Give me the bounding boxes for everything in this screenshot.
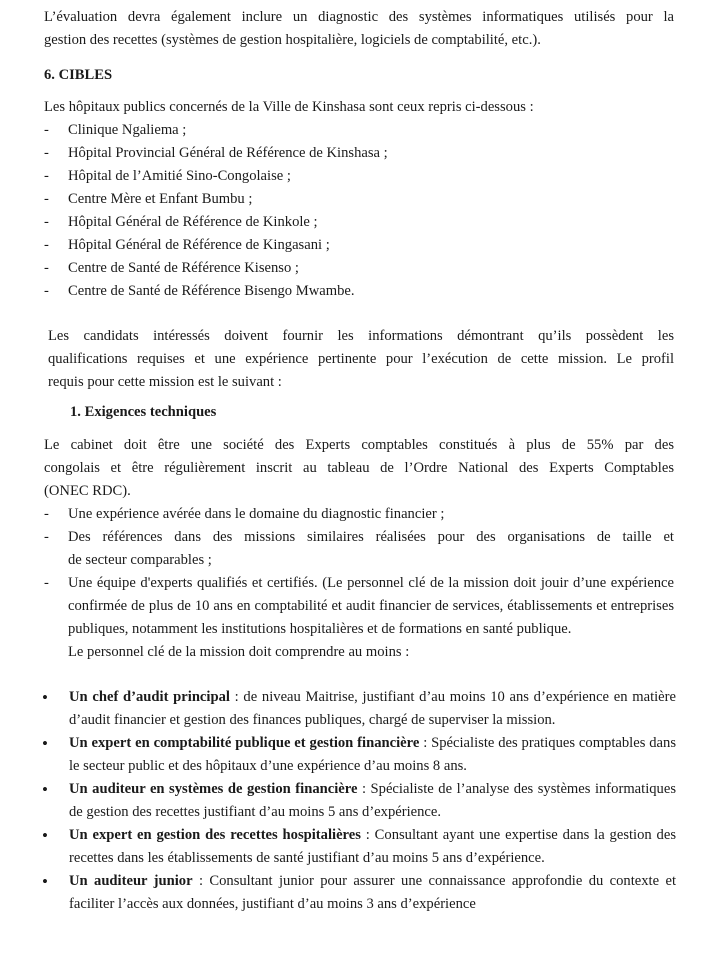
list-item	[42, 870, 676, 916]
candidates-paragraph	[48, 325, 674, 394]
list-item	[42, 686, 676, 732]
personnel-title: Un auditeur en systèmes de gestion financière	[69, 781, 358, 797]
personnel-text: : Consultant junior pour assurer une connaissance approfondie du contexte et faciliter l’accès aux données, justifiant d’au moins 3 ans d’expérience	[69, 873, 676, 912]
section-heading-cibles: 6. CIBLES	[44, 67, 113, 83]
list-item	[42, 824, 676, 870]
list-item	[42, 778, 676, 824]
section-heading-exigences: 1. Exigences techniques	[70, 404, 217, 420]
exigences-line: Le cabinet doit être une société des Experts comptables constitués à plus de 55% par des	[44, 437, 674, 453]
exigences-line: congolais et être régulièrement inscrit au tableau de l’Ordre National des Experts Comptables	[44, 460, 674, 476]
list-item: - Centre de Santé de Référence Kisenso ;	[44, 257, 674, 280]
intro-line: L’évaluation devra également inclure un diagnostic des systèmes informatiques utilisés pour la	[44, 9, 674, 25]
list-item	[42, 732, 676, 778]
list-item	[44, 526, 674, 572]
intro-paragraph	[44, 6, 674, 52]
candidates-line: qualifications requises et une expérience pertinente pour l’exécution de cette mission. Le profil	[48, 351, 674, 367]
list-item: - Hôpital Général de Référence de Kingasani ;	[44, 234, 674, 257]
personnel-text: : Spécialiste de l’analyse des systèmes informatiques de gestion des recettes justifiant d’au moins 5 ans d’expérience.	[69, 781, 677, 820]
list-item: - Hôpital de l’Amitié Sino-Congolaise ;	[44, 165, 674, 188]
personnel-text: : Spécialiste des pratiques comptables dans le secteur public et des hôpitaux d’une expérience d’au moins 8 ans.	[69, 735, 677, 774]
personnel-text: : Consultant ayant une expertise dans la gestion des recettes dans les établissements de santé justifiant d’au moins 5 ans d’expérience.	[69, 827, 676, 866]
list-item: - Hôpital Général de Référence de Kinkole ;	[44, 211, 674, 234]
list-item-line: - Des références dans des missions similaires réalisées pour des organisations de taille et	[68, 529, 674, 545]
exigences-paragraph	[44, 434, 674, 503]
cibles-lead: Les hôpitaux publics concernés de la Ville de Kinshasa sont ceux repris ci-dessous :	[44, 99, 534, 115]
personnel-title: Un expert en gestion des recettes hospitalières	[69, 827, 361, 843]
list-item-text: - Une équipe d'experts qualifiés et certifiés. (Le personnel clé de la mission doit jouir d’une expérience confirmée de plus de 10 ans en comptabilité et audit financier de services, établissements et entreprises publiques, notamment les institutions hospitalières et de formations en santé publique.	[68, 575, 674, 637]
personnel-list	[42, 686, 676, 916]
intro-line: gestion des recettes (systèmes de gestion hospitalière, logiciels de comptabilité, etc.).	[44, 32, 541, 48]
list-item-line: de secteur comparables ;	[68, 552, 212, 568]
list-item: - Hôpital Provincial Général de Référence de Kinshasa ;	[44, 142, 674, 165]
exigences-line: (ONEC RDC).	[44, 483, 131, 499]
list-item	[44, 572, 674, 664]
requirements-list	[44, 503, 674, 664]
list-item: - Centre de Santé de Référence Bisengo Mwambe.	[44, 280, 674, 303]
hospital-list	[44, 119, 674, 303]
list-item: - Clinique Ngaliema ;	[44, 119, 674, 142]
list-item: - Une expérience avérée dans le domaine du diagnostic financier ;	[44, 503, 674, 526]
list-item-tail: Le personnel clé de la mission doit comprendre au moins :	[68, 644, 410, 660]
personnel-title: Un chef d’audit principal	[69, 689, 230, 705]
candidates-line: requis pour cette mission est le suivant :	[48, 374, 282, 390]
personnel-title: Un auditeur junior	[69, 873, 193, 889]
candidates-line: Les candidats intéressés doivent fournir les informations démontrant qu’ils possèdent les	[48, 328, 674, 344]
personnel-text: : de niveau Maitrise, justifiant d’au moins 10 ans d’expérience en matière d’audit financier et gestion des finances publiques, chargé de superviser la mission.	[69, 689, 676, 728]
personnel-title: Un expert en comptabilité publique et gestion financière	[69, 735, 420, 751]
list-item: - Centre Mère et Enfant Bumbu ;	[44, 188, 674, 211]
